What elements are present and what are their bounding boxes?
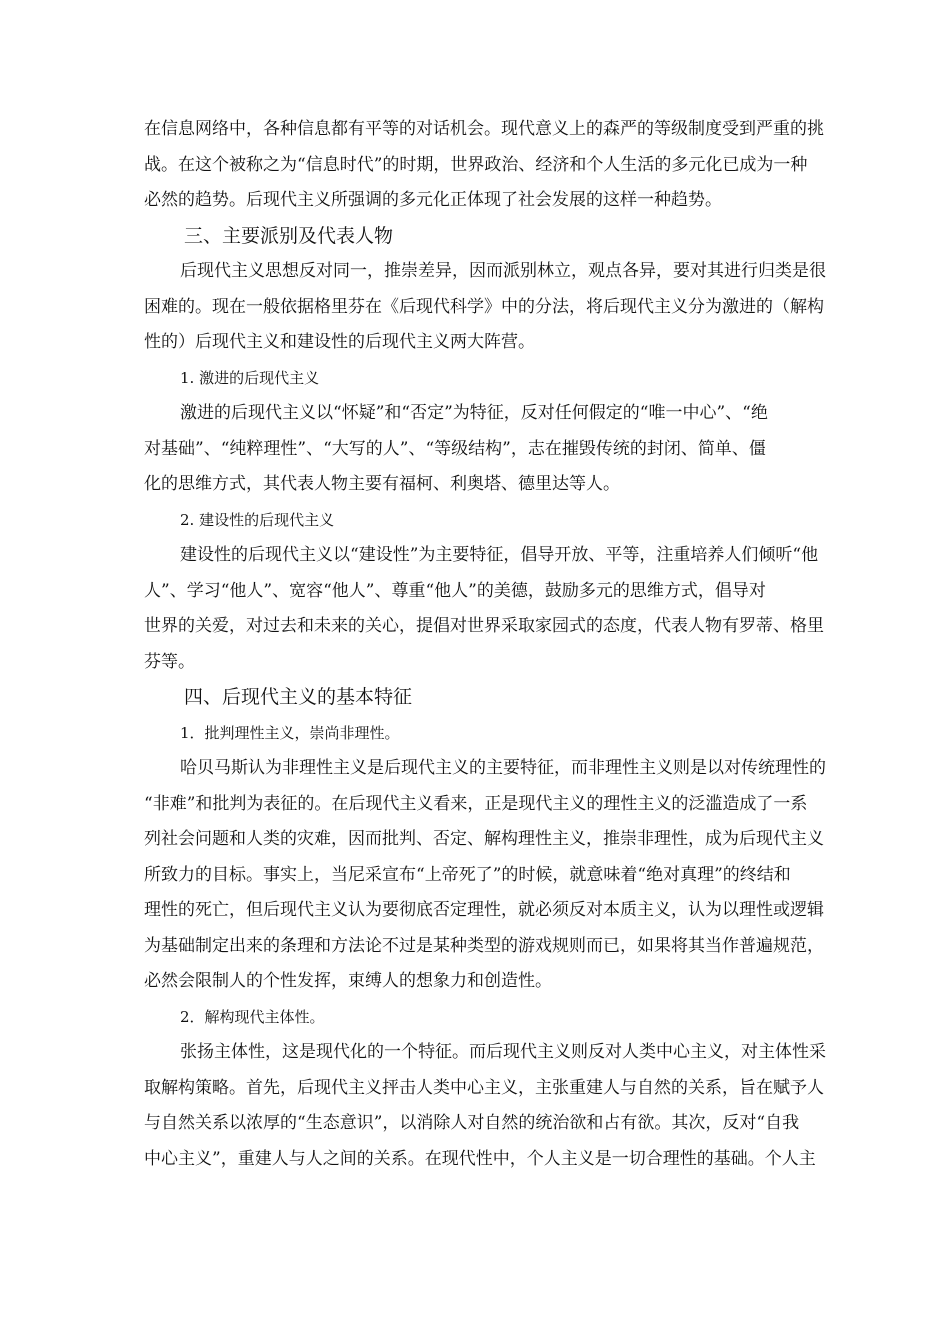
section-heading: 四、后现代主义的基本特征 [184,686,413,708]
paragraph-line: 对基础”、“纯粹理性”、“大写的人”、“等级结构”，志在摧毁传统的封闭、简单、僵 [144,438,766,459]
paragraph-line: 列社会问题和人类的灾难，因而批判、否定、解构理性主义，推崇非理性，成为后现代主义 [144,829,824,849]
paragraph-line: 性的）后现代主义和建设性的后现代主义两大阵营。 [144,332,535,352]
paragraph-line: 建设性的后现代主义以“建设性”为主要特征，倡导开放、平等，注重培养人们倾听“他 [180,545,819,565]
paragraph-line: 激进的后现代主义以“怀疑”和“否定”为特征，反对任何假定的“唯一中心”、“绝 [180,403,768,423]
paragraph-line: 中心主义”，重建人与人之间的关系。在现代性中，个人主义是一切合理性的基础。个人主 [144,1148,816,1169]
subsection-heading: 2. 建设性的后现代主义 [180,510,335,529]
paragraph-line: 必然的趋势。后现代主义所强调的多元化正体现了社会发展的这样一种趋势。 [144,190,722,210]
paragraph-line: 取解构策略。首先，后现代主义抨击人类中心主义，主张重建人与自然的关系，旨在赋予人 [144,1077,824,1098]
paragraph-line: 理性的死亡，但后现代主义认为要彻底否定理性，就必须反对本质主义，认为以理性或逻辑 [144,900,824,920]
subsection-heading: 1. 激进的后现代主义 [180,368,320,387]
paragraph-line: 哈贝马斯认为非理性主义是后现代主义的主要特征，而非理性主义则是以对传统理性的 [180,758,826,778]
subsection-heading: 2．解构现代主体性。 [180,1007,325,1026]
paragraph-line: 与自然关系以浓厚的“生态意识”，以消除人对自然的统治欲和占有欲。其次，反对“自我 [144,1113,800,1133]
paragraph-line: 芬等。 [144,651,195,672]
document-body [144,112,826,1177]
paragraph-line: 必然会限制人的个性发挥，束缚人的想象力和创造性。 [144,971,552,991]
subsection-heading: 1．批判理性主义，崇尚非理性。 [180,723,400,742]
paragraph-line: 在信息网络中，各种信息都有平等的对话机会。现代意义上的森严的等级制度受到严重的挑 [144,119,824,139]
paragraph-line: 人”、学习“他人”、宽容“他人”、尊重“他人”的美德，鼓励多元的思维方式，倡导对 [144,580,766,601]
paragraph-line: “非难”和批判为表征的。在后现代主义看来，正是现代主义的理性主义的泛滥造成了一系 [144,793,808,814]
paragraph-line: 后现代主义思想反对同一，推崇差异，因而派别林立，观点各异，要对其进行归类是很 [180,261,826,281]
paragraph-line: 世界的关爱，对过去和未来的关心，提倡对世界采取家园式的态度，代表人物有罗蒂、格里 [144,616,824,636]
paragraph-line: 所致力的目标。事实上，当尼采宣布“上帝死了”的时候，就意味着“绝对真理”的终结和 [144,864,791,885]
paragraph-line: 张扬主体性，这是现代化的一个特征。而后现代主义则反对人类中心主义，对主体性采 [180,1042,826,1062]
paragraph-line: 战。在这个被称之为“信息时代”的时期，世界政治、经济和个人生活的多元化已成为一种 [144,154,808,175]
paragraph-line: 困难的。现在一般依据格里芬在《后现代科学》中的分法，将后现代主义分为激进的（解构 [144,296,824,317]
paragraph-line: 化的思维方式，其代表人物主要有福柯、利奥塔、德里达等人。 [144,474,620,494]
paragraph-line: 为基础制定出来的条理和方法论不过是某种类型的游戏规则而已，如果将其当作普遍规范， [144,935,824,956]
section-heading: 三、主要派别及代表人物 [184,224,394,247]
